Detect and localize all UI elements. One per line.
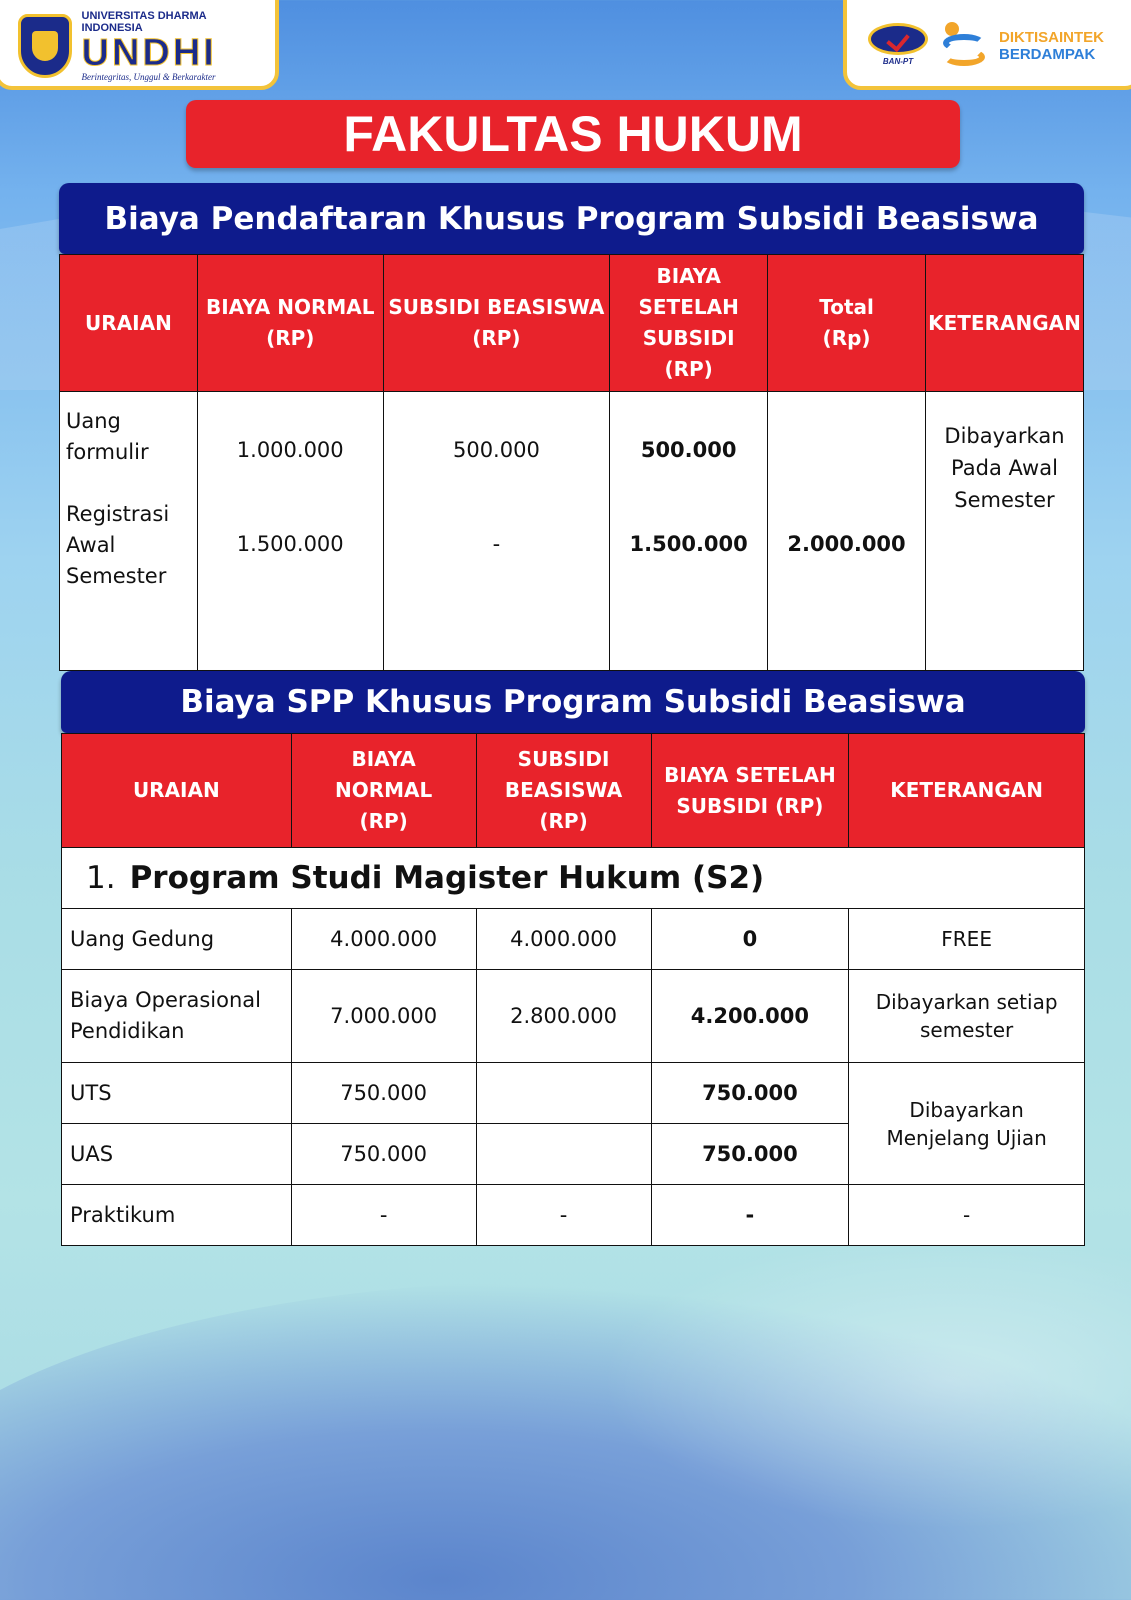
registration-table: [59, 254, 1084, 671]
table-row: [60, 392, 1084, 671]
subsidi-cell: 2.800.000: [476, 970, 651, 1063]
subsidi-cell: [383, 392, 610, 671]
setelah-value: 1.500.000: [629, 532, 748, 556]
normal-cell: -: [291, 1185, 476, 1246]
uraian-cell: [60, 392, 198, 671]
dikti-wordmark: [999, 29, 1104, 63]
university-crest-icon: [18, 14, 72, 78]
uraian-cell: UTS: [62, 1063, 292, 1124]
normal-value: 1.000.000: [236, 438, 344, 462]
dikti-logo-icon: [939, 20, 989, 72]
spp-table: [61, 733, 1085, 1246]
column-header: SUBSIDI BEASISWA (RP): [383, 255, 610, 392]
subsidi-cell: [476, 1063, 651, 1124]
partner-logos-box: [843, 0, 1131, 90]
column-header: URAIAN: [60, 255, 198, 392]
program-number: 1.: [86, 860, 116, 896]
keterangan-cell: Dibayarkan Menjelang Ujian: [849, 1063, 1085, 1185]
column-header: SUBSIDI BEASISWA (RP): [476, 734, 651, 848]
background-wave-highlight: [600, 1230, 1131, 1530]
program-title-cell: [62, 848, 1085, 909]
row-label: Uang formulir: [66, 409, 149, 464]
column-header: KETERANGAN: [849, 734, 1085, 848]
subsidi-cell: 4.000.000: [476, 909, 651, 970]
normal-cell: 750.000: [291, 1063, 476, 1124]
banpt-label: BAN-PT: [882, 57, 914, 66]
undhi-logo-box: [0, 0, 279, 90]
uraian-cell: Praktikum: [62, 1185, 292, 1246]
uraian-cell: UAS: [62, 1124, 292, 1185]
table-row: [62, 909, 1085, 970]
background-wave: [0, 1280, 1131, 1600]
table-header-row: [62, 734, 1085, 848]
row-label: Registrasi Awal Semester: [66, 502, 170, 588]
dikti-line2: BERDAMPAK: [999, 46, 1096, 63]
banpt-logo: [867, 23, 929, 69]
setelah-value: 500.000: [640, 438, 737, 462]
table-row: [62, 970, 1085, 1063]
subsidi-cell: [476, 1124, 651, 1185]
undhi-wordmark: [82, 10, 261, 82]
program-row: [62, 848, 1085, 909]
keterangan-cell: Dibayarkan setiap semester: [849, 970, 1085, 1063]
setelah-cell: 750.000: [651, 1063, 849, 1124]
table-row: [62, 1063, 1085, 1124]
column-header: URAIAN: [62, 734, 292, 848]
column-header: BIAYA SETELAH SUBSIDI (RP): [651, 734, 849, 848]
university-tagline: Berintegritas, Unggul & Berkarakter: [81, 72, 216, 82]
setelah-cell: [610, 392, 768, 671]
keterangan-cell: Dibayarkan Pada Awal Semester: [925, 392, 1083, 671]
total-cell: [768, 392, 926, 671]
column-header: KETERANGAN: [925, 255, 1083, 392]
uraian-cell: Uang Gedung: [62, 909, 292, 970]
university-name: UNIVERSITAS DHARMA INDONESIA: [81, 10, 207, 34]
dikti-line1: DIKTISAINTEK: [999, 29, 1104, 46]
setelah-cell: 0: [651, 909, 849, 970]
normal-cell: 4.000.000: [291, 909, 476, 970]
normal-value: 1.500.000: [236, 532, 344, 556]
program-title: Program Studi Magister Hukum (S2): [129, 860, 765, 896]
column-header: BIAYA NORMAL (RP): [291, 734, 476, 848]
subsidi-cell: -: [476, 1185, 651, 1246]
normal-cell: 7.000.000: [291, 970, 476, 1063]
table-header-row: [60, 255, 1084, 392]
subsidi-value: 500.000: [452, 438, 540, 462]
normal-cell: 750.000: [291, 1124, 476, 1185]
setelah-cell: 750.000: [651, 1124, 849, 1185]
uraian-cell: Biaya Operasional Pendidikan: [62, 970, 292, 1063]
keterangan-cell: -: [849, 1185, 1085, 1246]
subsidi-value: -: [492, 532, 501, 556]
column-header: Total (Rp): [768, 255, 926, 392]
university-logo-text: UNDHI: [81, 32, 217, 74]
normal-cell: [197, 392, 383, 671]
keterangan-cell: FREE: [849, 909, 1085, 970]
column-header: BIAYA SETELAH SUBSIDI (RP): [610, 255, 768, 392]
setelah-cell: -: [651, 1185, 849, 1246]
setelah-cell: 4.200.000: [651, 970, 849, 1063]
column-header: BIAYA NORMAL (RP): [197, 255, 383, 392]
banpt-check-icon: [868, 23, 928, 55]
table-row: [62, 1185, 1085, 1246]
registration-heading: Biaya Pendaftaran Khusus Program Subsidi Beasiswa: [59, 183, 1084, 254]
total-value: 2.000.000: [787, 532, 906, 556]
page-title: FAKULTAS HUKUM: [186, 100, 960, 168]
spp-heading: Biaya SPP Khusus Program Subsidi Beasiswa: [61, 671, 1085, 733]
